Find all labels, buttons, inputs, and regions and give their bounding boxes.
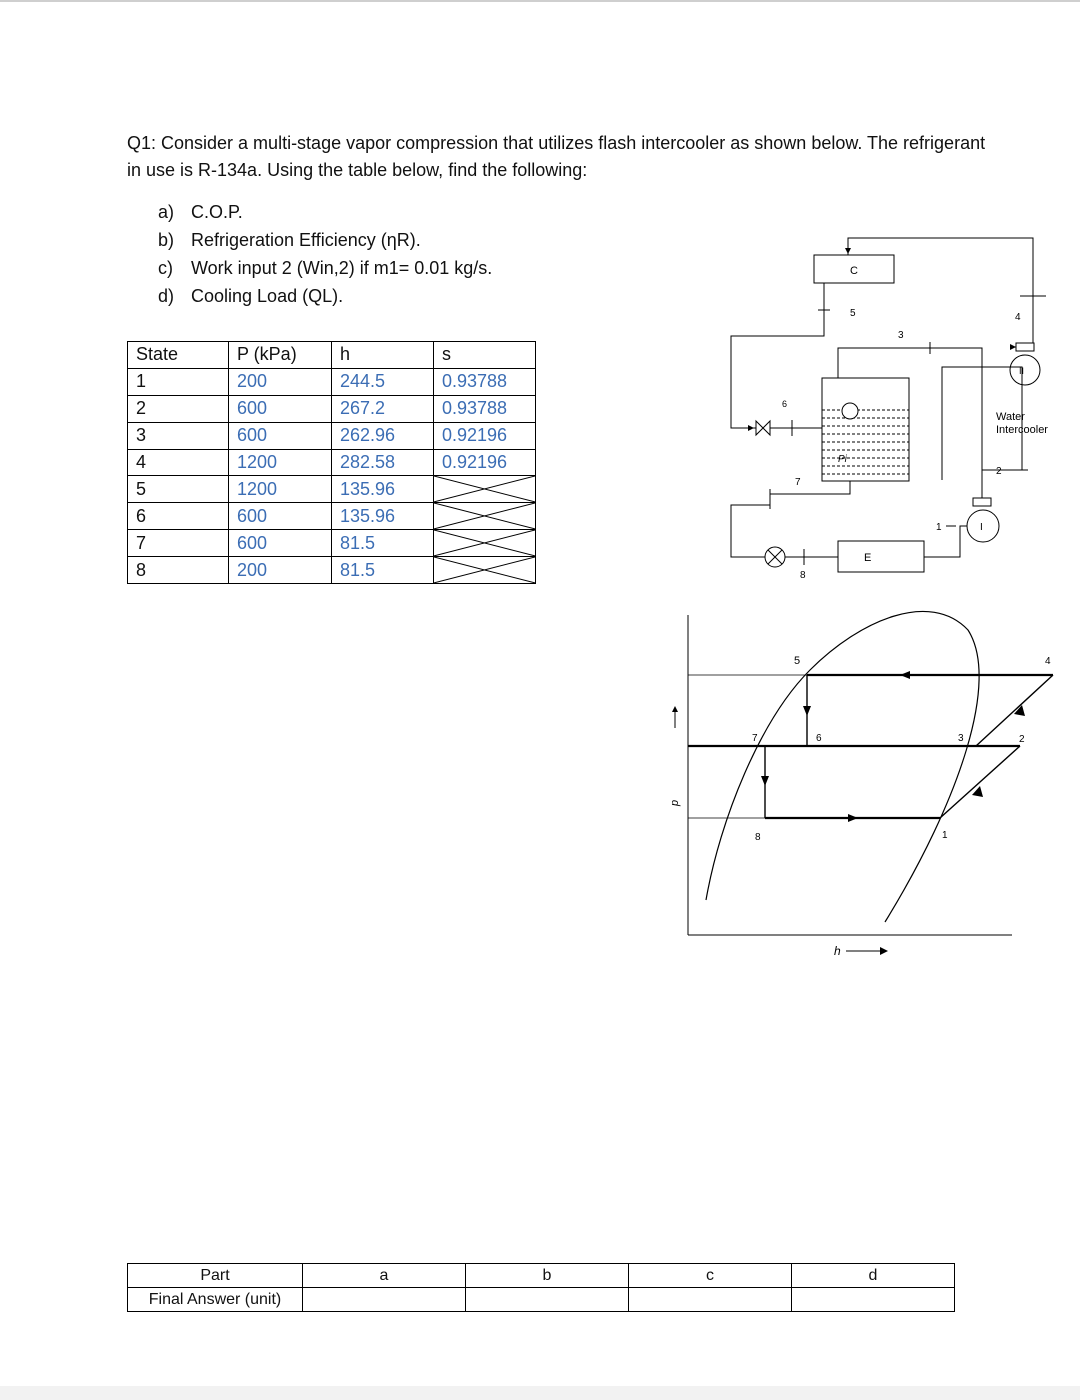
crossed-out-cell — [434, 557, 536, 584]
answer-c-cell[interactable] — [629, 1288, 792, 1312]
table-row: 5 1200 135.96 — [128, 476, 536, 503]
expansion-valve-high — [756, 421, 770, 435]
answer-d-cell[interactable] — [792, 1288, 955, 1312]
answer-table — [127, 1263, 955, 1312]
crossed-out-cell — [434, 503, 536, 530]
crossed-out-cell — [434, 530, 536, 557]
part-d-header: d — [792, 1264, 955, 1288]
state-property-table — [127, 341, 536, 584]
part-a-header: a — [303, 1264, 466, 1288]
ph-state-7: 7 — [752, 733, 758, 744]
ph-state-8: 8 — [755, 832, 761, 843]
ph-state-3: 3 — [958, 733, 964, 744]
state-4-label: 4 — [1015, 312, 1021, 323]
final-answer-label: Final Answer (unit) — [128, 1288, 303, 1312]
part-c-header: c — [629, 1264, 792, 1288]
state-1-label: 1 — [936, 522, 942, 533]
bottom-strip — [0, 1386, 1080, 1400]
state-2-label: 2 — [996, 466, 1002, 477]
header-enthalpy: h — [332, 342, 434, 369]
compressor-ii-label: II — [1019, 366, 1025, 376]
ph-state-4: 4 — [1045, 656, 1051, 667]
p-h-diagram — [660, 600, 1060, 970]
compressor-i — [967, 510, 999, 542]
intermediate-pressure-label: Pi — [838, 454, 847, 465]
state-6-label: 6 — [782, 399, 788, 409]
answer-a-cell[interactable] — [303, 1288, 466, 1312]
water-intercooler-label-1: Water — [996, 411, 1025, 423]
ph-state-2: 2 — [1019, 734, 1025, 745]
compressor-i-label: I — [980, 522, 983, 533]
part-b-header: b — [466, 1264, 629, 1288]
table-row: 1 200 244.5 0.93788 — [128, 368, 536, 395]
state-8-label: 8 — [800, 570, 806, 581]
evaporator-label: E — [864, 552, 872, 564]
answer-row — [128, 1288, 955, 1312]
part-d: d) Cooling Load (QL). — [158, 286, 344, 306]
part-c: c) Work input 2 (Win,2) if m1= 0.01 kg/s. — [158, 258, 493, 278]
table-row: 8 200 81.5 — [128, 557, 536, 584]
table-row: 2 600 267.2 0.93788 — [128, 395, 536, 422]
evaporator-box — [838, 541, 924, 572]
part-a: a) C.O.P. — [158, 202, 243, 222]
float-valve-icon — [842, 403, 858, 419]
ph-state-1: 1 — [942, 830, 948, 841]
answer-b-cell[interactable] — [466, 1288, 629, 1312]
top-border — [0, 0, 1080, 2]
table-row: 3 600 262.96 0.92196 — [128, 422, 536, 449]
flash-chamber — [822, 378, 909, 481]
state-7-label: 7 — [795, 477, 801, 488]
h-axis-label: h — [834, 944, 841, 958]
condenser-label: C — [850, 265, 858, 277]
table-row: 4 1200 282.58 0.92196 — [128, 449, 536, 476]
crossed-out-cell — [434, 476, 536, 503]
answer-header-row — [128, 1264, 955, 1288]
header-pressure: P (kPa) — [229, 342, 332, 369]
part-b: b) Refrigeration Efficiency (ηR). — [158, 230, 421, 250]
saturation-dome — [706, 611, 979, 922]
p-axis-label: p — [669, 799, 681, 806]
ph-state-5: 5 — [794, 655, 801, 667]
question-parts — [158, 198, 492, 310]
table-header-row — [128, 342, 536, 369]
ph-state-6: 6 — [816, 733, 822, 744]
table-row: 6 600 135.96 — [128, 503, 536, 530]
water-intercooler-label-2: Intercooler — [996, 424, 1048, 436]
state-3-label: 3 — [898, 330, 904, 341]
state-5-label: 5 — [850, 308, 856, 319]
table-row: 7 600 81.5 — [128, 530, 536, 557]
system-schematic — [720, 232, 1070, 592]
header-entropy: s — [434, 342, 536, 369]
part-header: Part — [128, 1264, 303, 1288]
question-intro: Q1: Consider a multi-stage vapor compression that utilizes flash intercooler as shown below. The refrigerant in use is R-134a. Using the table below, find the following: — [127, 133, 986, 180]
compressor-ii — [1010, 355, 1040, 385]
header-state: State — [128, 342, 229, 369]
